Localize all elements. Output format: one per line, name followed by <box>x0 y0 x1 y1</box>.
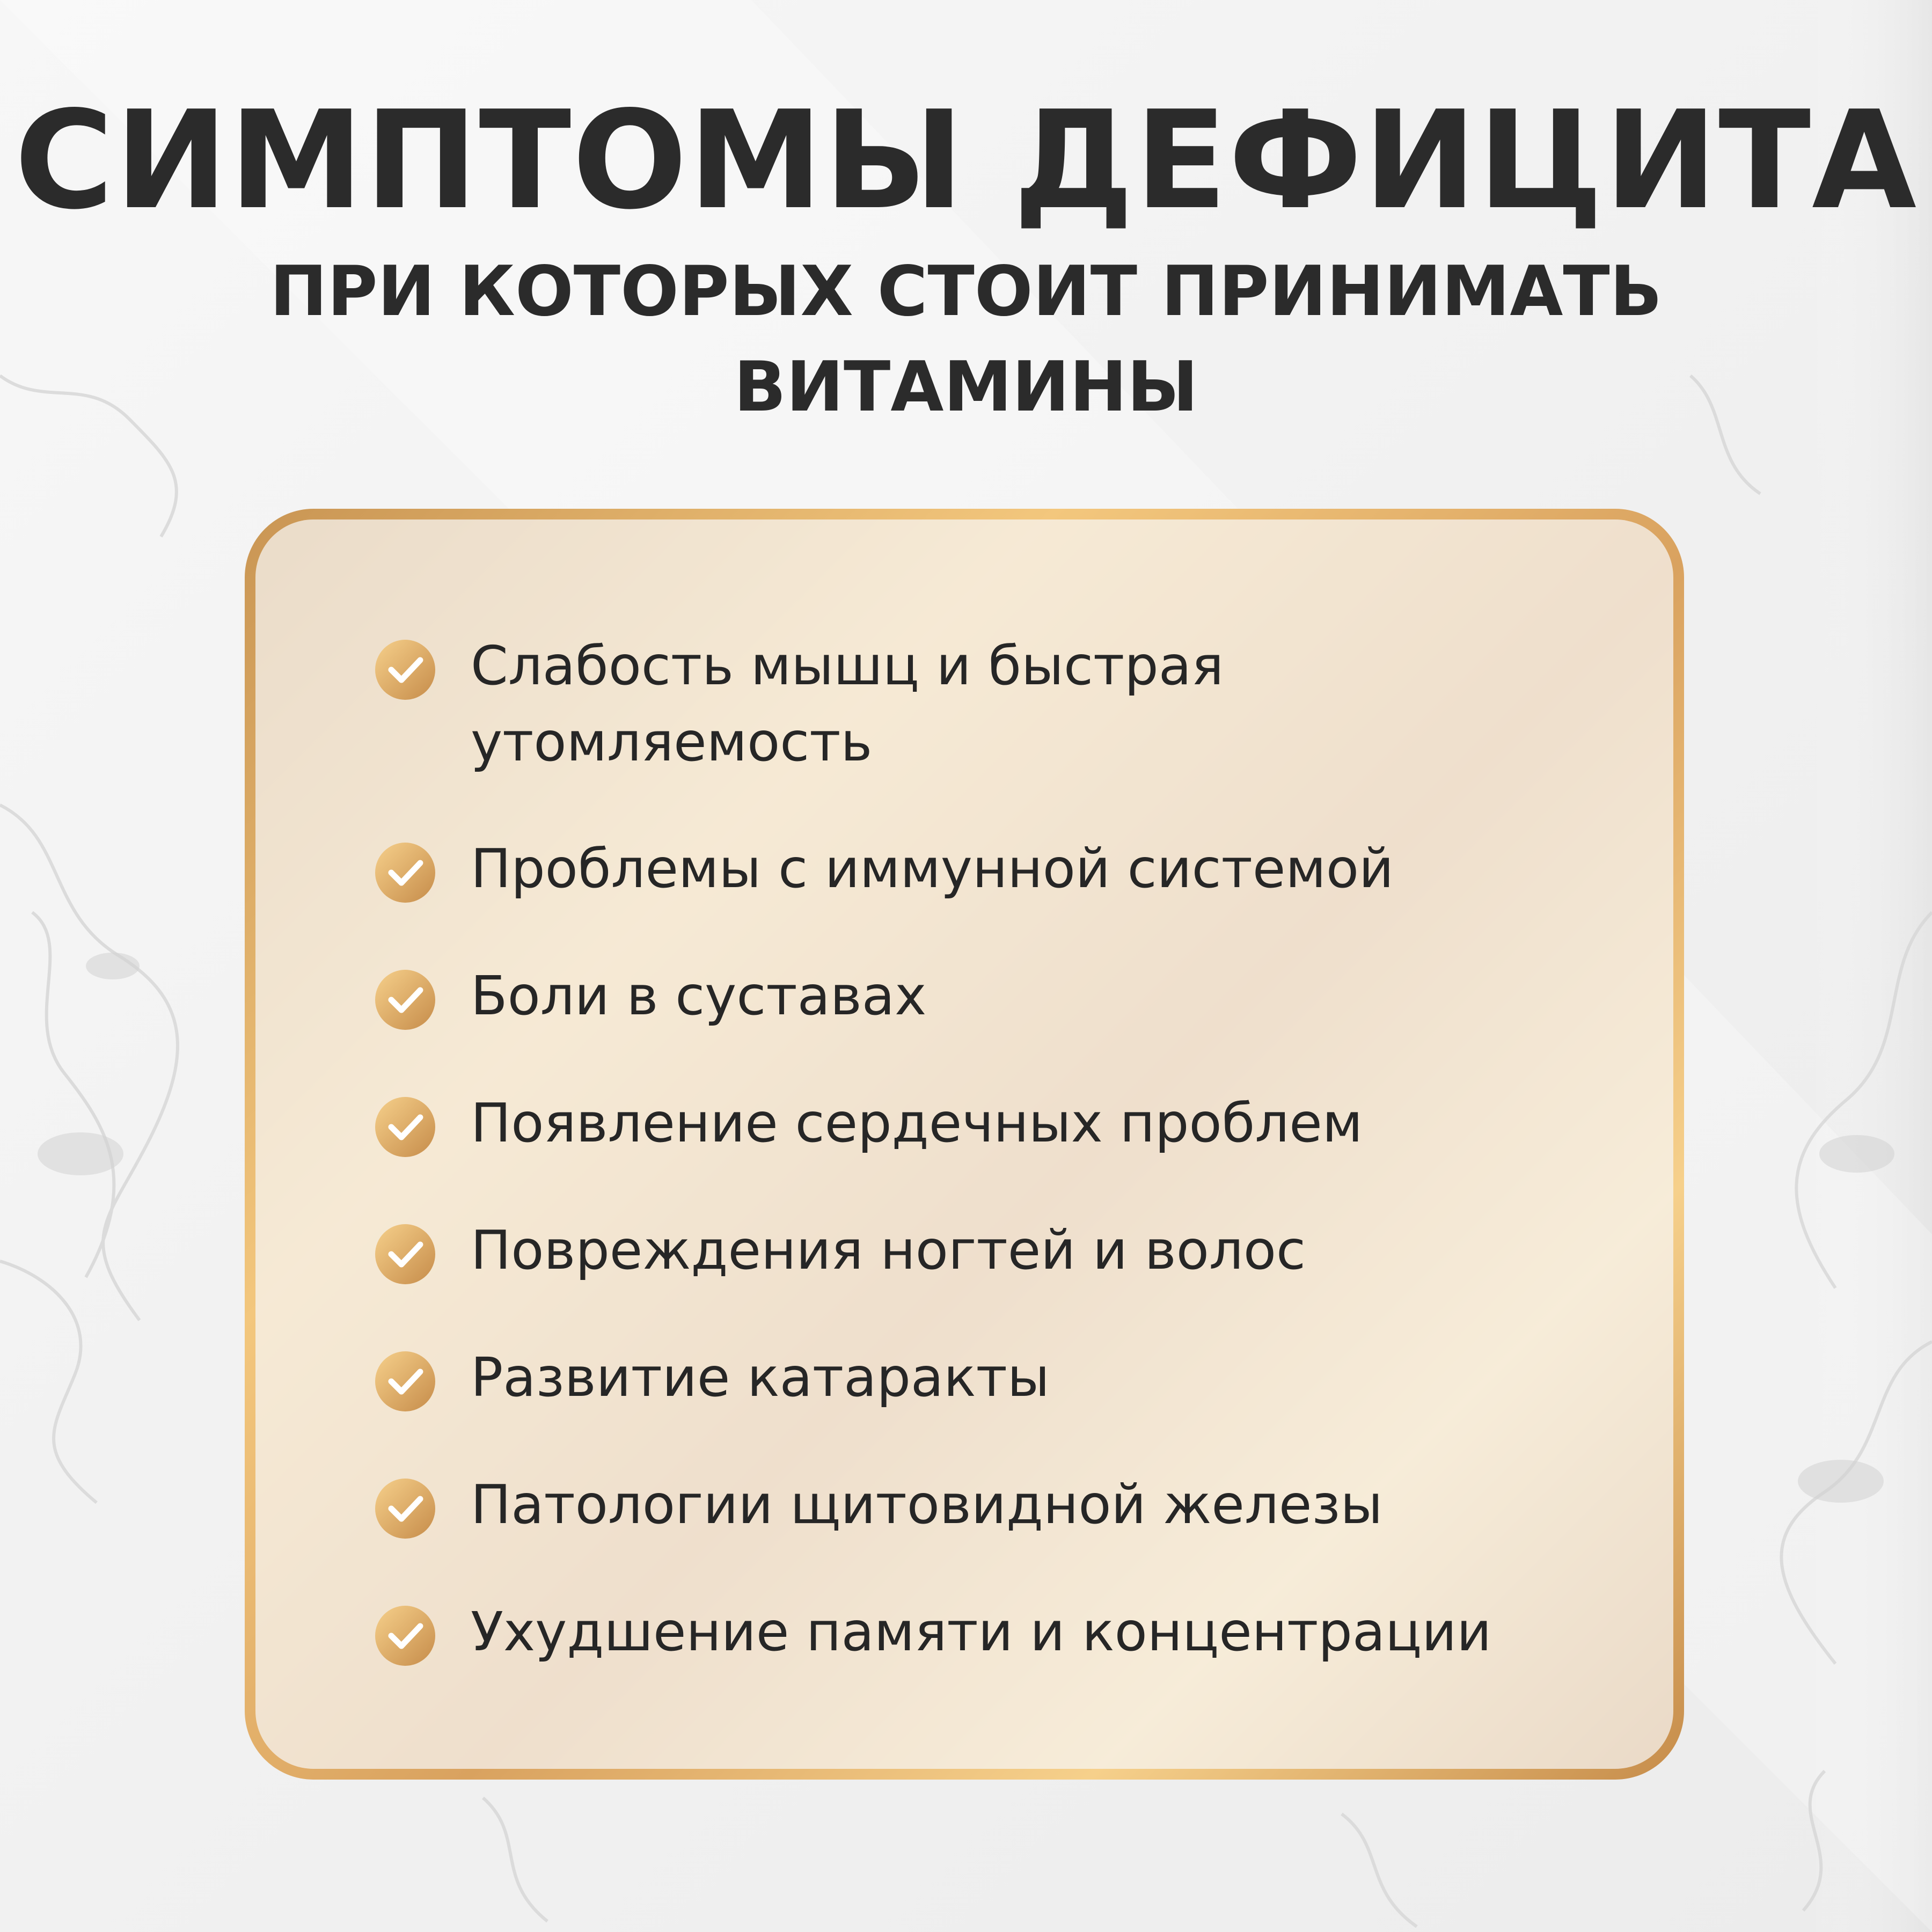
symptoms-card-inner <box>255 519 1673 1769</box>
subtitle-line-2: ВИТАМИНЫ <box>734 347 1198 427</box>
symptom-label-line-2: утомляемость <box>471 711 873 773</box>
symptom-label: Развитие катаракты <box>471 1346 1050 1409</box>
symptom-label: Ухудшение памяти и концентрации <box>471 1600 1492 1663</box>
subtitle-line-1: ПРИ КОТОРЫХ СТОИТ ПРИНИМАТЬ <box>269 252 1663 332</box>
symptom-label: Повреждения ногтей и волос <box>471 1219 1306 1282</box>
symptom-label: Боли в суставах <box>471 964 927 1027</box>
symptom-label: Появление сердечных проблем <box>471 1092 1363 1154</box>
symptom-label: Проблемы с иммунной системой <box>471 837 1394 900</box>
page-title: СИМПТОМЫ ДЕФИЦИТА <box>14 82 1918 239</box>
symptom-label: Патологии щитовидной железы <box>471 1473 1383 1536</box>
page-subtitle <box>0 244 1932 435</box>
symptom-label-line-1: Слабость мышц и быстрая <box>471 634 1224 697</box>
symptoms-card <box>245 509 1684 1780</box>
